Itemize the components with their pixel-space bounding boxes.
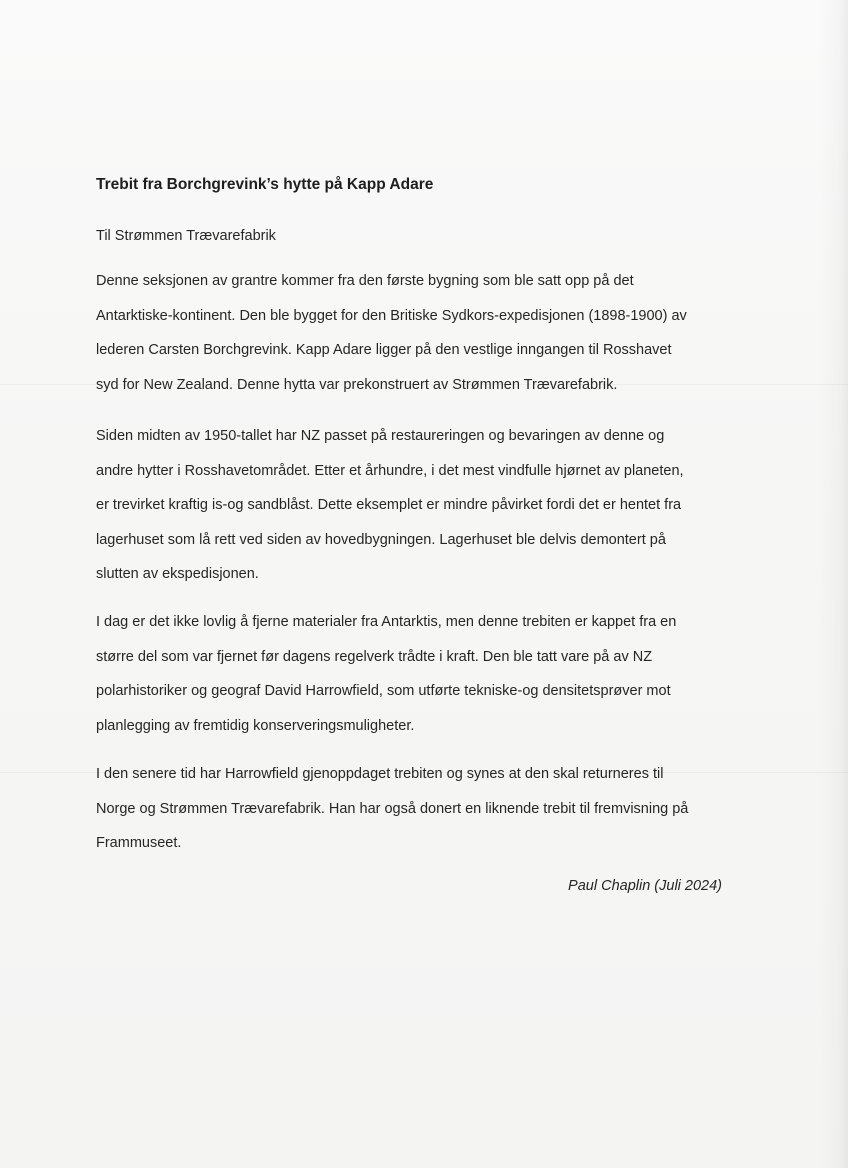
page-edge-shadow bbox=[818, 0, 848, 1168]
author-signature: Paul Chaplin (Juli 2024) bbox=[568, 878, 722, 894]
text-line: Frammuseet. bbox=[96, 835, 182, 851]
text-line: Denne seksjonen av grantre kommer fra den første bygning som ble satt opp på det bbox=[96, 273, 634, 289]
paragraph-3 bbox=[96, 605, 736, 743]
text-line: syd for New Zealand. Denne hytta var prekonstruert av Strømmen Trævarefabrik. bbox=[96, 376, 618, 393]
text-line: større del som var fjernet før dagens regelverk trådte i kraft. Den ble tatt vare på av NZ bbox=[96, 648, 653, 665]
text-line: Antarktiske-kontinent. Den ble bygget for den Britiske Sydkors-expedisjonen (1898-1900) av bbox=[96, 307, 687, 324]
paragraph-4 bbox=[96, 757, 736, 861]
paragraph-1 bbox=[96, 264, 736, 402]
text-line: I den senere tid har Harrowfield gjenoppdaget trebiten og synes at den skal returneres til bbox=[96, 766, 664, 782]
paragraph-2 bbox=[96, 419, 736, 592]
document-title: Trebit fra Borchgrevink’s hytte på Kapp Adare bbox=[96, 176, 434, 193]
text-line: planlegging av fremtidig konserveringsmuligheter. bbox=[96, 717, 415, 734]
text-line: Siden midten av 1950-tallet har NZ passet på restaureringen og bevaringen av denne og bbox=[96, 428, 665, 444]
text-line: Norge og Strømmen Trævarefabrik. Han har også donert en liknende trebit til fremvisning på bbox=[96, 800, 689, 817]
text-line: I dag er det ikke lovlig å fjerne materialer fra Antarktis, men denne trebiten er kappet fra en bbox=[96, 614, 677, 630]
text-line: polarhistoriker og geograf David Harrowfield, som utførte tekniske-og densitetsprøver mot bbox=[96, 683, 671, 699]
text-line: er trevirket kraftig is-og sandblåst. Dette eksemplet er mindre påvirket fordi det er hentet fra bbox=[96, 497, 682, 513]
text-line: andre hytter i Rosshavetområdet. Etter et århundre, i det mest vindfulle hjørnet av planeten, bbox=[96, 462, 684, 479]
text-line: slutten av ekspedisjonen. bbox=[96, 566, 259, 582]
text-line: lagerhuset som lå rett ved siden av hovedbygningen. Lagerhuset ble delvis demontert på bbox=[96, 531, 666, 548]
recipient-line: Til Strømmen Trævarefabrik bbox=[96, 228, 276, 244]
text-line: lederen Carsten Borchgrevink. Kapp Adare ligger på den vestlige inngangen til Rosshavet bbox=[96, 342, 672, 358]
